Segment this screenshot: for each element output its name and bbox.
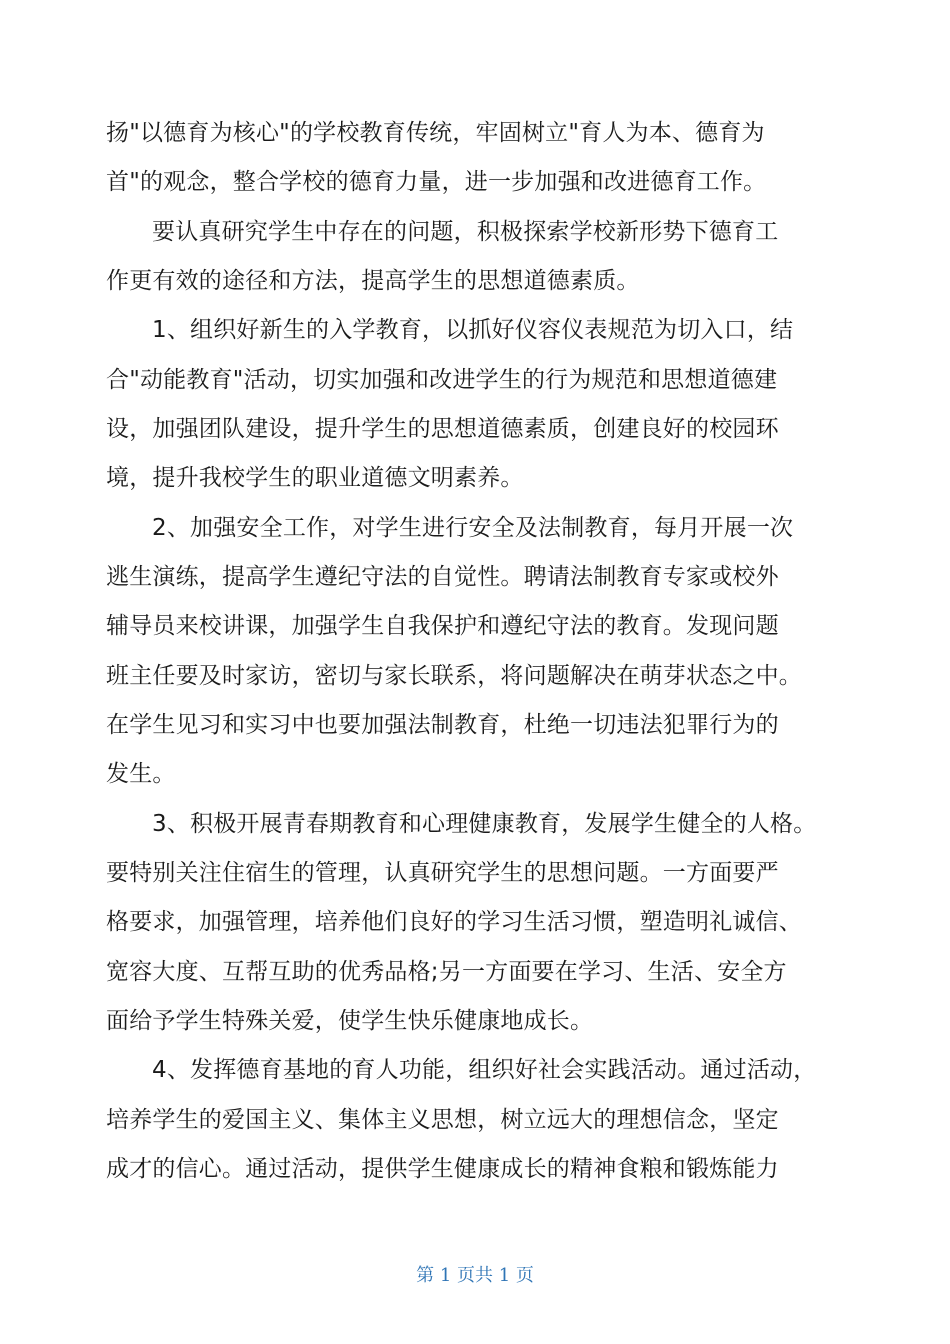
paragraph-first-line: 要认真研究学生中存在的问题，积极探索学校新形势下德育工 xyxy=(152,219,779,245)
text-line: 辅导员来校讲课，加强学生自我保护和遵纪守法的教育。发现问题 xyxy=(106,613,779,639)
text-line: 合"动能教育"活动，切实加强和改进学生的行为规范和思想道德建 xyxy=(106,367,778,393)
text-line: 扬"以德育为核心"的学校教育传统，牢固树立"育人为本、德育为 xyxy=(106,120,765,146)
text-line: 在学生见习和实习中也要加强法制教育，杜绝一切违法犯罪行为的 xyxy=(106,712,779,738)
text-line: 要特别关注住宿生的管理，认真研究学生的思想问题。一方面要严 xyxy=(106,860,779,886)
paragraph-first-line: 4、发挥德育基地的育人功能，组织好社会实践活动。通过活动， xyxy=(152,1057,817,1083)
text-line: 首"的观念，整合学校的德育力量，进一步加强和改进德育工作。 xyxy=(106,169,767,195)
text-line: 培养学生的爱国主义、集体主义思想，树立远大的理想信念，坚定 xyxy=(106,1107,779,1133)
page-number-footer: 第 1 页共 1 页 xyxy=(416,1265,534,1286)
text-line: 设，加强团队建设，提升学生的思想道德素质，创建良好的校园环 xyxy=(106,416,779,442)
text-line: 作更有效的途径和方法，提高学生的思想道德素质。 xyxy=(106,268,640,294)
text-line: 逃生演练，提高学生遵纪守法的自觉性。聘请法制教育专家或校外 xyxy=(106,564,779,590)
text-line: 成才的信心。通过活动，提供学生健康成长的精神食粮和锻炼能力 xyxy=(106,1156,779,1182)
text-line: 发生。 xyxy=(106,761,176,787)
text-line: 格要求，加强管理，培养他们良好的学习生活习惯，塑造明礼诚信、 xyxy=(106,909,802,935)
text-line: 面给予学生特殊关爱，使学生快乐健康地成长。 xyxy=(106,1008,594,1034)
text-line: 班主任要及时家访，密切与家长联系，将问题解决在萌芽状态之中。 xyxy=(106,663,802,689)
text-line: 境，提升我校学生的职业道德文明素养。 xyxy=(106,465,524,491)
paragraph-first-line: 2、加强安全工作，对学生进行安全及法制教育，每月开展一次 xyxy=(152,515,794,541)
text-line: 宽容大度、互帮互助的优秀品格;另一方面要在学习、生活、安全方 xyxy=(106,959,787,985)
paragraph-first-line: 3、积极开展青春期教育和心理健康教育，发展学生健全的人格。 xyxy=(152,811,817,837)
paragraph-first-line: 1、组织好新生的入学教育，以抓好仪容仪表规范为切入口，结 xyxy=(152,317,794,343)
